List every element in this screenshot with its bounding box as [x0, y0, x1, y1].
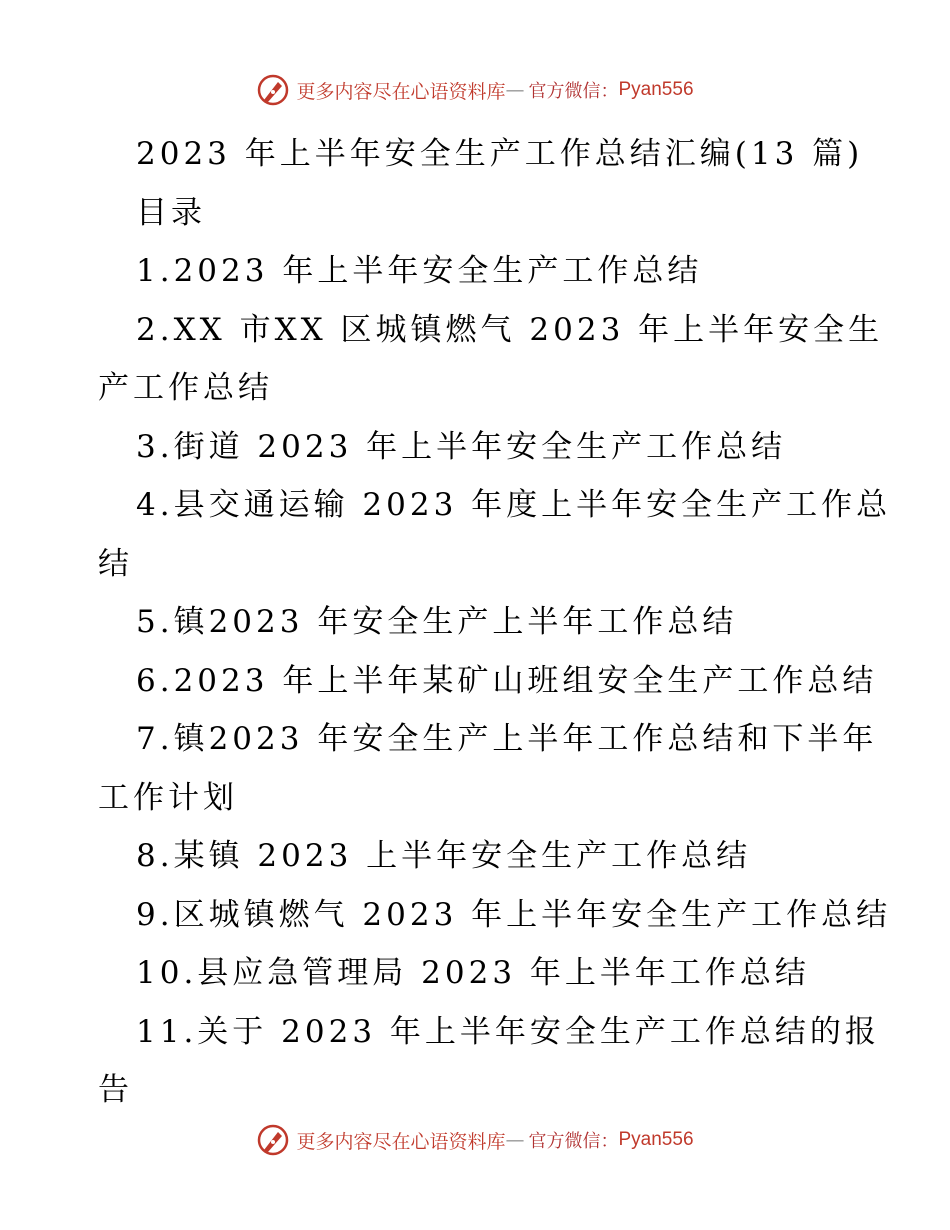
toc-item: 9.区城镇燃气 2023 年上半年安全生产工作总结: [136, 896, 892, 933]
toc-item: 3.街道 2023 年上半年安全生产工作总结: [136, 428, 787, 465]
wechat-id: Pyan556: [618, 1129, 694, 1150]
banner-text: 更多内容尽在心语资料库: [296, 1130, 506, 1153]
banner-text: 更多内容尽在心语资料库: [296, 80, 506, 103]
toc-item: 10.县应急管理局 2023 年上半年工作总结: [136, 955, 810, 991]
toc-item: 5.镇2023 年安全生产上半年工作总结: [136, 604, 738, 640]
toc-item: 1.2023 年上半年安全生产工作总结: [136, 253, 703, 289]
pen-nib-circle-icon: [256, 1123, 290, 1157]
toc-item: 8.某镇 2023 上半年安全生产工作总结: [136, 838, 752, 874]
document-body: [98, 125, 892, 1120]
toc-item-continuation: 结: [98, 545, 133, 582]
toc-item-continuation: 产工作总结: [98, 370, 273, 406]
wechat-label: 官方微信：: [528, 81, 619, 102]
wechat-label: 官方微信：: [528, 1131, 619, 1152]
toc-heading: 目录: [136, 194, 206, 231]
toc-item-continuation: 告: [98, 1072, 133, 1108]
toc-item: 11.关于 2023 年上半年安全生产工作总结的报: [136, 1013, 880, 1050]
banner-separator: —: [505, 1129, 525, 1151]
banner-separator: —: [505, 79, 525, 101]
toc-item: 7.镇2023 年安全生产上半年工作总结和下半年: [136, 721, 878, 757]
toc-item: 2.XX 市XX 区城镇燃气 2023 年上半年安全生: [136, 311, 884, 348]
toc-item: 6.2023 年上半年某矿山班组安全生产工作总结: [136, 662, 878, 699]
toc-item-continuation: 工作计划: [98, 779, 238, 816]
wechat-id: Pyan556: [618, 79, 694, 100]
toc-item: 4.县交通运输 2023 年度上半年安全生产工作总: [136, 487, 892, 523]
pen-nib-circle-icon: [256, 73, 290, 107]
document-title: 2023 年上半年安全生产工作总结汇编(13 篇): [136, 136, 864, 172]
header-watermark: [0, 70, 950, 110]
footer-watermark: [0, 1120, 950, 1160]
